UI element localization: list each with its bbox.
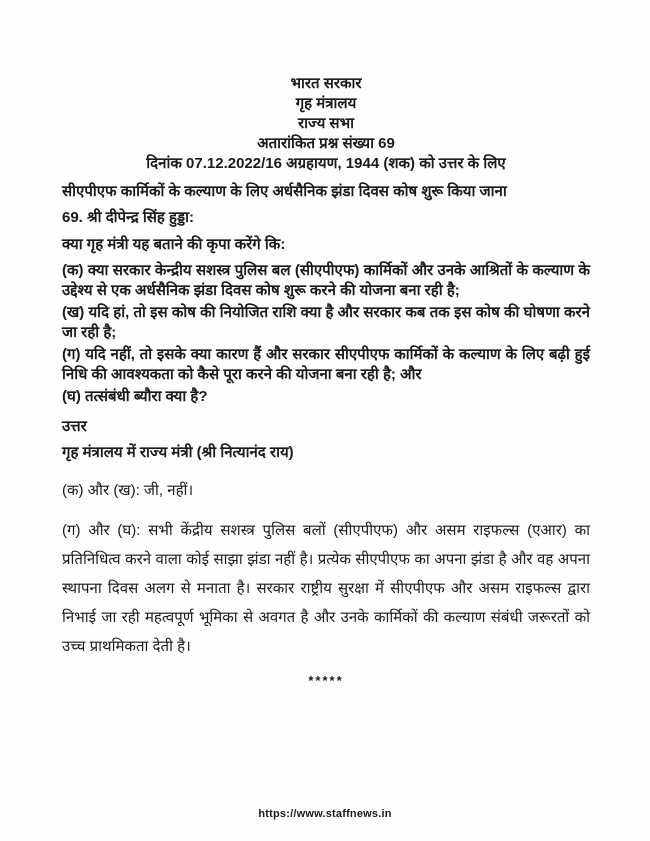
question-part-c: (ग) यदि नहीं, तो इसके क्या कारण हैं और सरकार सीएपीएफ कार्मिकों के कल्याण के लिए बढ़ी हुई निधि की आवश्यकता को कैसे पूरा करने की योजना बना रही है; और — [62, 346, 590, 383]
minister-designation: गृह मंत्रालय में राज्य मंत्री (श्री नित्यानंद राय) — [62, 444, 294, 461]
source-url-link[interactable]: https://www.staffnews.in — [258, 808, 392, 820]
answer-part-cd: (ग) और (घ): सभी केंद्रीय सशस्त्र पुलिस बलों (सीएपीएफ) और असम राइफल्स (एआर) का प्रतिनिधित्व करने वाला कोई साझा झंडा नहीं है। प्रत्येक सीएपीएफ का अपना झंडा है और वह अपना स्थापना दिवस अलग से मनाता है। सरकार राष्ट्रीय सुरक्षा में सीएपीएफ और असम राइफल्स द्वारा निभाई जा रही महत्वपूर्ण भूमिका से अवगत है और उनके कार्मिकों की कल्याण संबंधी जरूरतों को उच्च प्राथमिकता देती है। — [62, 522, 590, 655]
question-subject: सीएपीएफ कार्मिकों के कल्याण के लिए अर्धसैनिक झंडा दिवस कोष शुरू किया जाना — [62, 183, 507, 200]
question-number-heading: अतारांकित प्रश्न संख्या 69 — [257, 135, 395, 152]
answer-heading: उत्तर — [62, 418, 87, 435]
ministry-name: गृह मंत्रालय — [295, 95, 357, 112]
question-preamble: क्या गृह मंत्री यह बताने की कृपा करेंगे कि: — [62, 236, 286, 253]
document-header — [62, 74, 590, 174]
end-separator: ***** — [308, 673, 344, 688]
answer-date-line: दिनांक 07.12.2022/16 अग्रहायण, 1944 (शक) को उत्तर के लिए — [146, 155, 506, 172]
document-footer — [0, 804, 650, 822]
question-number-and-member: 69. श्री दीपेन्द्र सिंह हुड्डा: — [62, 209, 194, 226]
question-part-b: (ख) यदि हां, तो इस कोष की नियोजित राशि क्या है और सरकार कब तक इस कोष की घोषणा करने जा रही है; — [62, 304, 590, 341]
question-part-a: (क) क्या सरकार केन्द्रीय सशस्त्र पुलिस बल (सीएपीएफ) कार्मिकों और उनके आश्रितों के कल्याण के उद्देश्य से एक अर्धसैनिक झंडा दिवस कोष शुरू करने की योजना बना रही है; — [62, 262, 590, 299]
answer-part-ab: (क) और (ख): जी, नहीं। — [62, 482, 194, 499]
document-content — [62, 74, 590, 688]
house-name: राज्य सभा — [297, 115, 355, 132]
question-part-d: (घ) तत्संबंधी ब्यौरा क्या है? — [62, 388, 208, 405]
government-title: भारत सरकार — [290, 75, 362, 92]
question-parts — [62, 261, 590, 407]
